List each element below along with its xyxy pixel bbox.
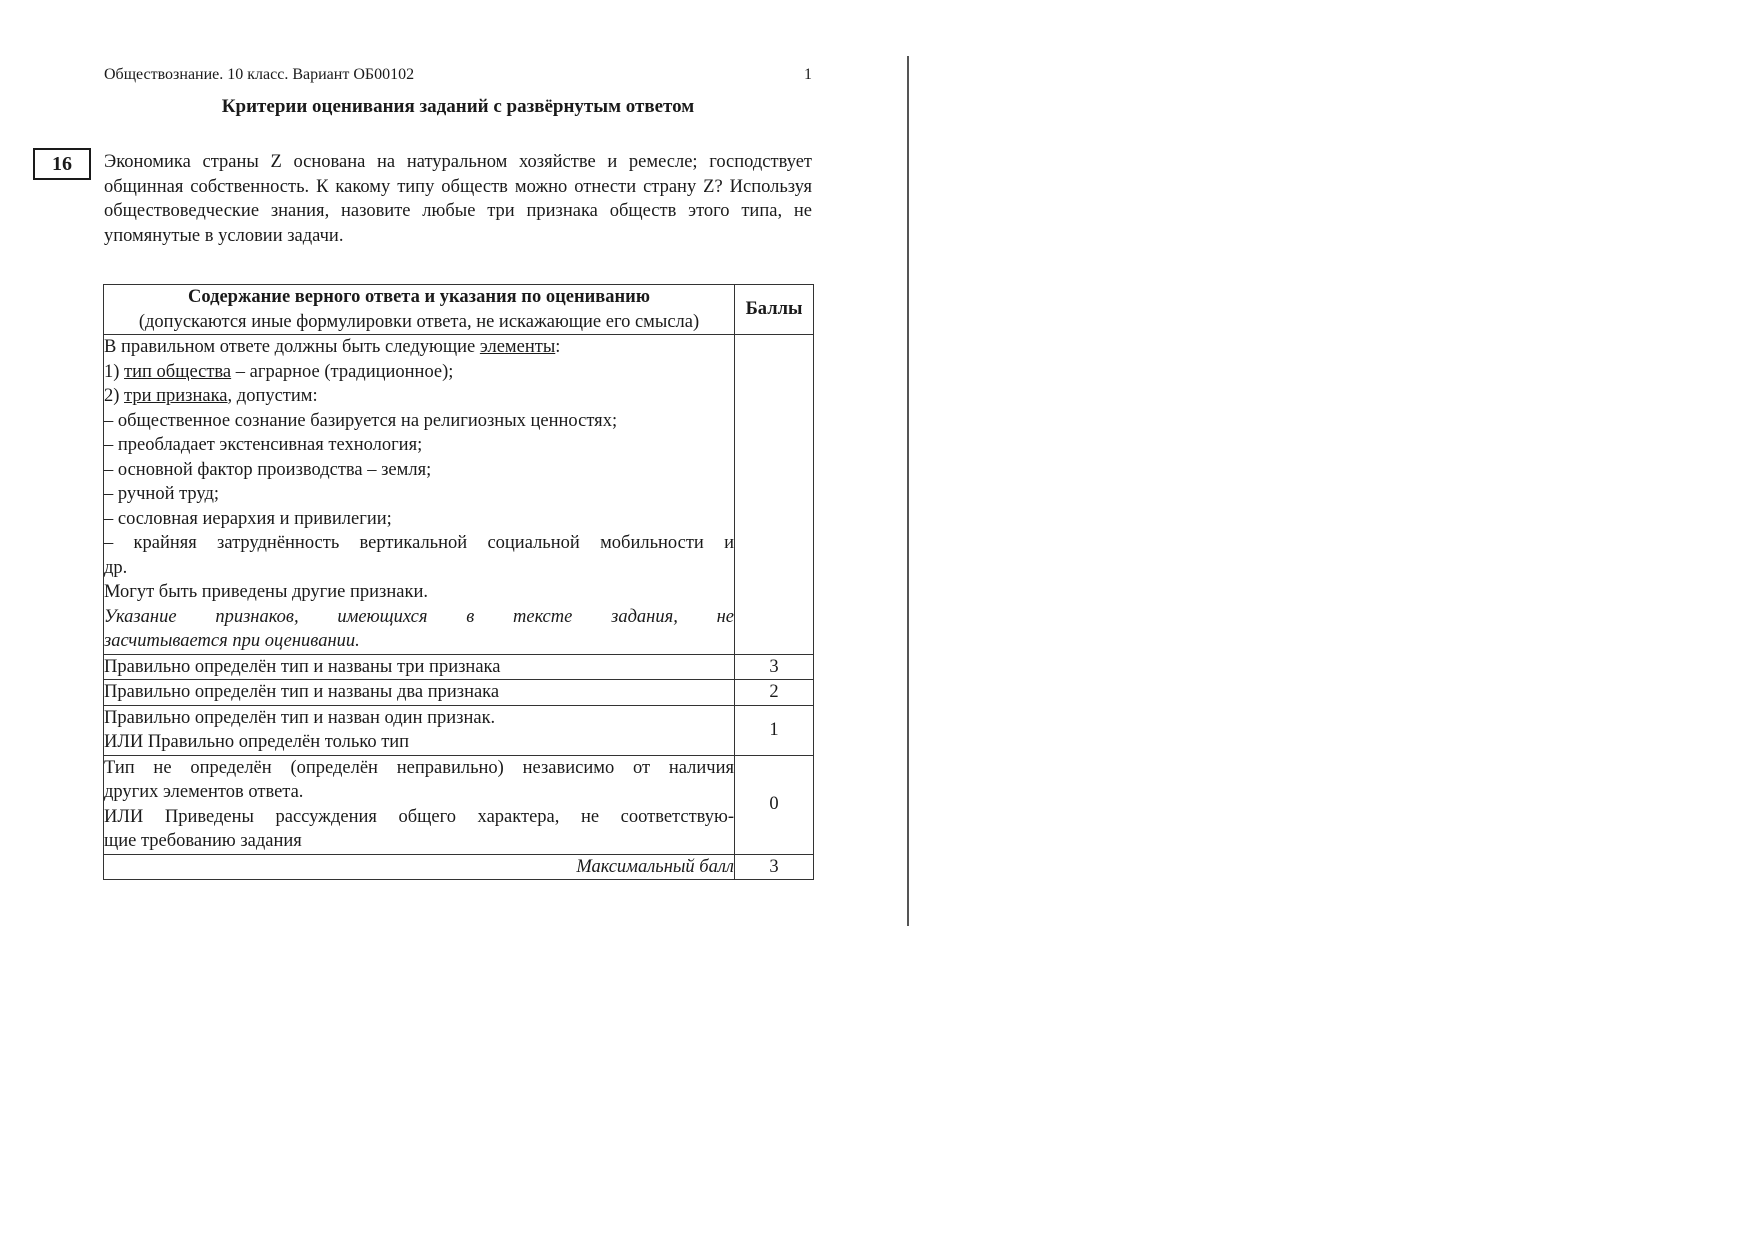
elements-term: элементы bbox=[479, 337, 556, 357]
points-header-cell: Баллы bbox=[735, 285, 814, 335]
answer-intro: В правильном ответе должны быть следующие элементы: bbox=[104, 337, 561, 357]
content-header-title: Содержание верного ответа и указания по оцениванию bbox=[188, 287, 650, 307]
grading-note: Указание признаков, имеющихся в тексте задания, не засчитывается при оценивании. bbox=[104, 606, 734, 651]
max-score-row bbox=[104, 854, 814, 880]
max-score-label: Максимальный балл bbox=[104, 854, 735, 880]
feature-item: – общественное сознание базируется на религиозных ценностях; bbox=[104, 410, 618, 431]
content-header-note: (допускаются иные формулировки ответа, не искажающие его смысла) bbox=[138, 311, 700, 332]
answer-row bbox=[104, 335, 814, 655]
feature-item: – ручной труд; bbox=[104, 484, 220, 504]
score-row bbox=[104, 654, 814, 680]
answer-item-1: 1) тип общества – аграрное (традиционное); bbox=[104, 361, 454, 382]
score-row bbox=[104, 705, 814, 755]
score-points: 2 bbox=[735, 680, 814, 706]
document-title: Критерии оценивания заданий с развёрнутым ответом bbox=[221, 96, 695, 117]
score-points: 0 bbox=[735, 755, 814, 854]
feature-item: – основной фактор производства – земля; bbox=[104, 459, 432, 480]
feature-item: – преобладает экстенсивная технология; bbox=[104, 435, 423, 455]
answer-points-cell bbox=[735, 335, 814, 655]
feature-item: – сословная иерархия и привилегии; bbox=[104, 508, 392, 529]
score-points: 3 bbox=[735, 654, 814, 680]
score-points: 1 bbox=[735, 705, 814, 755]
task-number-box: 16 bbox=[33, 148, 91, 180]
page-number: 1 bbox=[804, 66, 812, 83]
score-criterion: Правильно определён тип и названы три признака bbox=[104, 654, 735, 680]
answer-item-2: 2) три признака, допустим: bbox=[104, 386, 318, 406]
score-criterion: Правильно определён тип и назван один признак. ИЛИ Правильно определён только тип bbox=[104, 705, 735, 755]
criteria-table bbox=[103, 284, 814, 880]
max-score-points: 3 bbox=[735, 854, 814, 880]
content-header-cell bbox=[104, 285, 735, 335]
feature-item-last: – крайняя затруднённость вертикальной социальной мобильности и bbox=[104, 533, 734, 553]
page-divider bbox=[907, 56, 909, 926]
subject-header: Обществознание. 10 класс. Вариант ОБ00102 bbox=[104, 66, 415, 83]
score-row bbox=[104, 755, 814, 854]
table-header-row bbox=[104, 285, 814, 335]
answer-content-cell bbox=[104, 335, 735, 655]
other-features-note: Могут быть приведены другие признаки. bbox=[104, 582, 428, 602]
task-text: Экономика страны Z основана на натуральном хозяйстве и ремесле; господствует общинная собственность. К какому типу обществ можно отнести страну Z? Используя обществоведческие знания, назовите любые три признака обществ этого типа, не упомянутые в условии задачи. bbox=[104, 152, 812, 246]
feature-item-last-cont: др. bbox=[104, 557, 128, 578]
score-row bbox=[104, 680, 814, 706]
score-criterion: Тип не определён (определён неправильно) независимо от наличия других элементов ответа. ИЛИ Приведены рассуждения общего характера, не соответствую- щие требованию задания bbox=[104, 755, 735, 854]
score-criterion: Правильно определён тип и названы два признака bbox=[104, 680, 735, 706]
